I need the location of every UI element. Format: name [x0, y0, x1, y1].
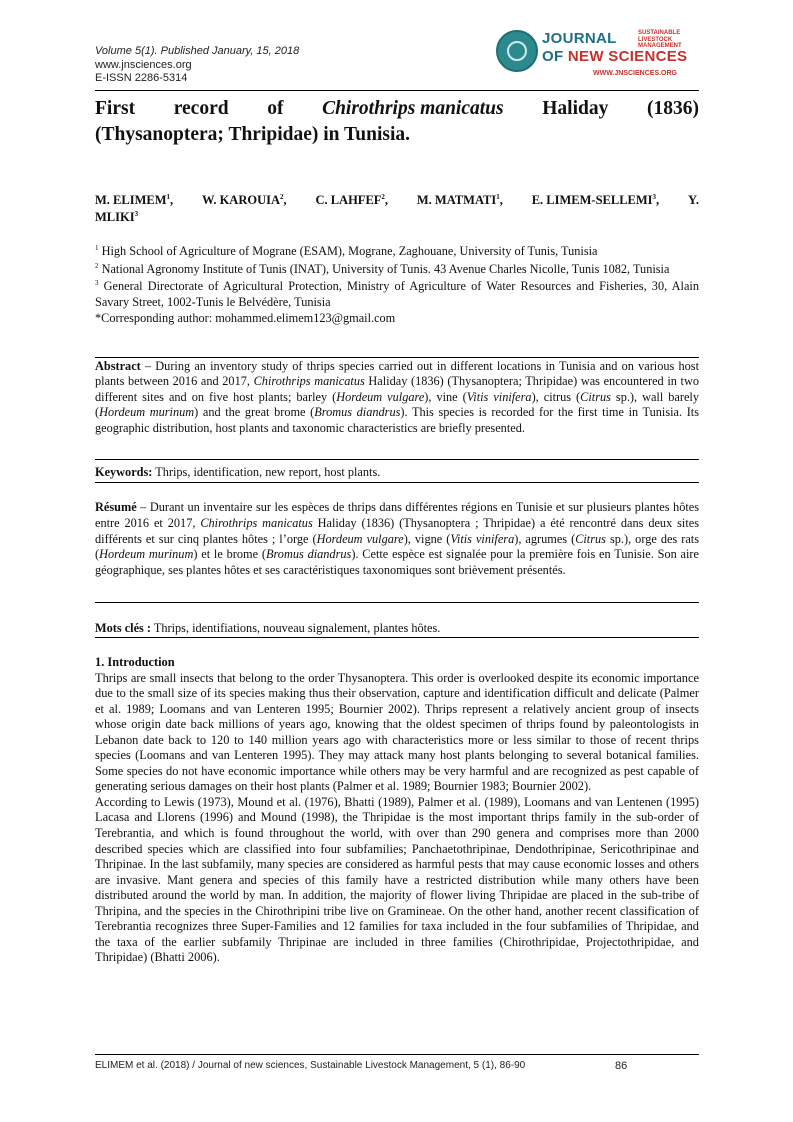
issn: E-ISSN 2286-5314: [95, 72, 188, 84]
title-word: of: [267, 98, 284, 119]
resume: Résumé – Durant un inventaire sur les espèces de thrips dans différentes régions en Tunisie et sur plusieurs plantes hôtes entre 2016 et 2017, Chirothrips manicatus Haliday (1836) (Thysanoptera ; Thripidae) a été rencontré dans deux sites différents et sur cinq plantes hôtes ; l’orge (Hordeum vulgare), vigne (Vitis vinifera), agrumes (Citrus sp.), orge des rats (Hordeum murinum) et le brome (Bromus diandrus). Cette espèce est signalée pour la première fois en Tunisie. Son aire géographique, ses plantes hôtes et ses caractéristiques taxonomiques sont brièvement présentés.: [95, 500, 699, 578]
corresponding-author: *Corresponding author: mohammed.elimem123@gmail.com: [95, 310, 396, 325]
volume-line: Volume 5(1). Published January, 15, 2018: [95, 45, 300, 57]
page-footer: [95, 1060, 699, 1071]
author-list: [95, 192, 699, 226]
keywords-label: Keywords:: [95, 465, 153, 479]
paper-title: [95, 96, 699, 148]
affiliation-1: $^1$ High School of Agriculture of Mograne (ESAM), Mograne, Zaghouane, University of Tunis, Tunisia: [95, 243, 598, 258]
logo-tagline-3: MANAGEMENT: [638, 43, 682, 49]
section-heading: 1. Introduction: [95, 655, 175, 669]
title-line2: (Thysanoptera; Thripidae) in Tunisia.: [95, 124, 410, 145]
logo-line2-a: OF: [542, 48, 568, 65]
author-line2: MLIKI$^3$: [95, 209, 139, 224]
affiliation-2: $^2$ National Agronomy Institute of Tunis (INAT), University of Tunis. 43 Avenue Charles Nicolle, Tunis 1082, Tunisia: [95, 261, 670, 276]
journal-seal-icon: [496, 30, 538, 72]
introduction-section: [95, 655, 699, 966]
logo-tagline-1: SUSTAINABLE: [638, 30, 681, 36]
author: M. MATMATI$^1$,: [416, 192, 503, 207]
author: M. ELIMEM$^1$,: [95, 192, 174, 207]
keywords-text: Thrips, identification, new report, host plants.: [152, 465, 381, 479]
title-word: (1836): [646, 98, 699, 119]
title-word: First: [95, 98, 136, 119]
mots-cles-label: Mots clés :: [95, 621, 151, 635]
header-divider: [95, 90, 699, 91]
keywords: [95, 465, 699, 480]
website: www.jnsciences.org: [95, 58, 192, 71]
abstract-label: Abstract: [95, 359, 141, 373]
abstract-bottom-rule: [95, 459, 699, 460]
footer-citation: ELIMEM et al. (2018) / Journal of new sciences, Sustainable Livestock Management, 5 (1), 86-90: [95, 1060, 526, 1071]
keywords-rule: [95, 482, 699, 483]
page-number: 86: [615, 1060, 628, 1072]
author: E. LIMEM-SELLEMI$^3$,: [531, 192, 660, 207]
journal-logo: [496, 28, 701, 84]
logo-url: WWW.JNSCIENCES.ORG: [593, 70, 678, 77]
author: C. LAHFEF$^2$,: [315, 192, 389, 207]
author: W. KAROUIA$^2$,: [201, 192, 287, 207]
title-word: record: [173, 98, 229, 119]
intro-paragraph-2: According to Lewis (1973), Mound et al. (1976), Bhatti (1989), Palmer et al. (1989), Loomans and van Lentenen (1995) Lacasa and Llorens (1996) and Mound (1998), the Thripidae is the most important thrips family in the sub-order of Terebrantia, and which is found throughout the world, with over than 290 genera and comprises more than 2000 described species which are classified into four subfamilies; Panchaetothripinae, Dendothripinae, Sericothripinae and Thripinae. In the last subfamily, many species are considered as harmful pests that may cause economic losses and others are invasive. Mant genera and species of this family have a restricted distribution while many others have been distributed around the world by man. In addition, the majority of flower living Thripidae are placed in the sub-tribe of Thripina, and the species in the Chirothripini tribe live on Gramineae. On the other hand, another recent classification of Terebrantia recognizes three Super-Families and 12 families for taxa included in the four subfamilies of Thripidae, and the taxa of the earlier subfamily Thripinae are included in three families (Chirothripidae, Projectothripidae, and Thripidae) (Bhatti 2006).: [95, 794, 699, 965]
logo-tagline-2: LIVESTOCK: [638, 36, 673, 43]
author-line1: [95, 192, 699, 209]
logo-line2: [542, 48, 687, 65]
affiliation-3: $^3$ General Directorate of Agricultural Protection, Ministry of Agriculture of Water Resources and Fisheries, 30, Alain Savary Street, 1002-Tunis le Belvédère, Tunisia: [95, 279, 699, 310]
footer-rule: [95, 1054, 699, 1055]
title-word: Haliday: [542, 98, 609, 119]
mots-cles-text: Thrips, identifiations, nouveau signalement, plantes hôtes.: [151, 621, 441, 635]
journal-header-info: [95, 45, 299, 86]
logo-tagline: [638, 30, 682, 50]
intro-paragraph-1: Thrips are small insects that belong to the order Thysanoptera. This order is overlooked despite its economic importance due to the small size of its species making thus their observation, capture and identification difficult and delicate (Palmer et al. 1989; Loomans and van Lenteren 1995; Bournier 2002). Thrips represent a relatively ancient group of insects whose origin date back millions of years ago, knowing that the oldest specimen of thrips found by paleontologists in Lebanon date back to 120 to 140 million years ago with characteristics more or less similar to those of recent thrips species (Loomans and van Lenteren 1995). They may attack many host plants belonging to several botanical families. Some species do not have economic importance while others may be very harmful and are recognized as pest capable of generating serious damages on their host plants (Palmer et al. 1989; Bournier 1983; Bournier 2002).: [95, 670, 699, 794]
logo-line1: JOURNAL: [542, 30, 617, 47]
mots-cles-rule: [95, 637, 699, 638]
title-species: Chirothrips manicatus: [322, 98, 504, 119]
abstract-top-rule: [95, 357, 699, 358]
resume-rule: [95, 602, 699, 603]
resume-label: Résumé: [95, 500, 137, 514]
title-line1: [95, 96, 699, 122]
logo-line2-b: NEW SCIENCES: [567, 48, 688, 65]
mots-cles: [95, 621, 699, 636]
abstract: Abstract – During an inventory study of thrips species carried out in different locations in Tunisia and on various host plants between 2016 and 2017, Chirothrips manicatus Haliday (1836) (Thysanoptera; Thripidae) was encountered in two different sites and on five host plants; barley (Hordeum vulgare), vine (Vitis vinifera), citrus (Citrus sp.), wall barely (Hordeum murinum) and the great brome (Bromus diandrus). This species is recorded for the first time in Tunisia. Its geographic distribution, host plants and taxonomic characteristics are briefly presented.: [95, 359, 699, 435]
affiliations: [95, 244, 699, 329]
author: Y.: [687, 193, 699, 207]
